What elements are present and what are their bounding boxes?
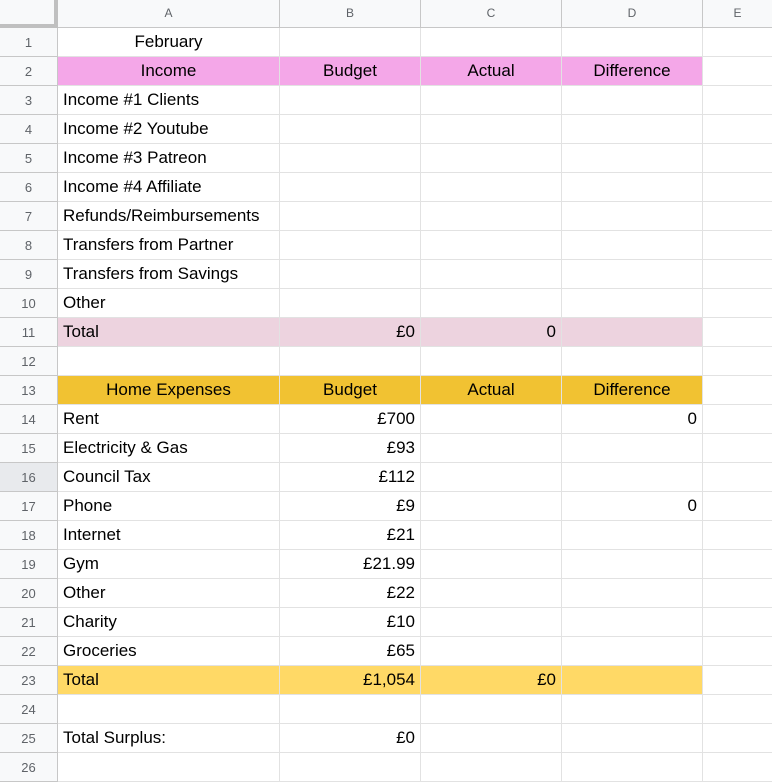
cell-a3[interactable] [58,86,280,115]
cell-value: £0 [396,322,415,341]
cell-b24[interactable] [280,695,421,724]
column-header-a[interactable]: A [58,0,280,28]
column-header-e[interactable]: E [703,0,772,28]
cell-value: Budget [323,61,377,80]
cell-c19[interactable] [421,550,562,579]
cell-value: Difference [593,380,671,399]
cell-value: £10 [386,612,415,631]
cell-a26[interactable] [58,753,280,782]
cell-e18[interactable] [703,521,772,550]
cell-a23[interactable] [58,666,280,695]
row-header-24[interactable]: 24 [0,695,58,724]
cell-value: Electricity & Gas [63,438,188,457]
cell-e25[interactable] [703,724,772,753]
cell-e26[interactable] [703,753,772,782]
cell-value: 0 [546,322,556,341]
cell-d22[interactable] [562,637,703,666]
cell-b14[interactable] [280,405,421,434]
cell-c16[interactable] [421,463,562,492]
cell-c11[interactable] [421,318,562,347]
cell-e9[interactable] [703,260,772,289]
cell-value: £700 [377,409,415,428]
row-header-16[interactable]: 16 [0,463,58,492]
row-header-18[interactable]: 18 [0,521,58,550]
cell-e8[interactable] [703,231,772,260]
cell-e13[interactable] [703,376,772,405]
cell-b18[interactable] [280,521,421,550]
cell-a14[interactable] [58,405,280,434]
select-all-corner[interactable] [0,0,58,28]
cell-a8[interactable] [58,231,280,260]
cell-c14[interactable] [421,405,562,434]
cell-d10[interactable] [562,289,703,318]
cell-value: £9 [396,496,415,515]
cell-d9[interactable] [562,260,703,289]
cell-value: Other [63,293,106,312]
cell-b22[interactable] [280,637,421,666]
cell-d26[interactable] [562,753,703,782]
cell-b16[interactable] [280,463,421,492]
cell-c4[interactable] [421,115,562,144]
cell-value: Other [63,583,106,602]
cell-a24[interactable] [58,695,280,724]
cell-value: Income #3 Patreon [63,148,207,167]
cell-a25[interactable] [58,724,280,753]
cell-value: Total Surplus: [63,728,166,747]
cell-e21[interactable] [703,608,772,637]
cell-b26[interactable] [280,753,421,782]
cell-d24[interactable] [562,695,703,724]
cell-value: Gym [63,554,99,573]
cell-c8[interactable] [421,231,562,260]
row-header-21[interactable]: 21 [0,608,58,637]
cell-d25[interactable] [562,724,703,753]
cell-d12[interactable] [562,347,703,376]
cell-d13[interactable] [562,376,703,405]
cell-e16[interactable] [703,463,772,492]
cell-value: 0 [687,409,697,428]
cell-a22[interactable] [58,637,280,666]
cell-d19[interactable] [562,550,703,579]
cell-a1[interactable] [58,28,280,57]
cell-value: Groceries [63,641,137,660]
row-header-23[interactable]: 23 [0,666,58,695]
cell-d5[interactable] [562,144,703,173]
cell-a21[interactable] [58,608,280,637]
cell-d3[interactable] [562,86,703,115]
cell-d6[interactable] [562,173,703,202]
cell-d4[interactable] [562,115,703,144]
cell-value: £0 [396,728,415,747]
row-header-12[interactable]: 12 [0,347,58,376]
cell-a20[interactable] [58,579,280,608]
cell-value: Actual [467,380,515,399]
cell-d15[interactable] [562,434,703,463]
cell-value: Charity [63,612,117,631]
row-header-2[interactable]: 2 [0,57,58,86]
cell-d17[interactable] [562,492,703,521]
cell-value: £1,054 [363,670,415,689]
cell-c9[interactable] [421,260,562,289]
cell-d8[interactable] [562,231,703,260]
cell-value: Internet [63,525,121,544]
cell-a11[interactable] [58,318,280,347]
cell-b17[interactable] [280,492,421,521]
cell-a16[interactable] [58,463,280,492]
cell-a17[interactable] [58,492,280,521]
row-header-25[interactable]: 25 [0,724,58,753]
cell-e15[interactable] [703,434,772,463]
row-header-9[interactable]: 9 [0,260,58,289]
column-header-c[interactable]: C [421,0,562,28]
row-header-5[interactable]: 5 [0,144,58,173]
cell-c3[interactable] [421,86,562,115]
cell-b2[interactable] [280,57,421,86]
row-header-8[interactable]: 8 [0,231,58,260]
cell-value: Income #1 Clients [63,90,200,109]
cell-e14[interactable] [703,405,772,434]
cell-c26[interactable] [421,753,562,782]
cell-e23[interactable] [703,666,772,695]
cell-b20[interactable] [280,579,421,608]
cell-b9[interactable] [280,260,421,289]
cell-c12[interactable] [421,347,562,376]
cell-c23[interactable] [421,666,562,695]
cell-d20[interactable] [562,579,703,608]
row-header-20[interactable]: 20 [0,579,58,608]
row-header-4[interactable]: 4 [0,115,58,144]
cell-value: 0 [687,496,697,515]
cell-value: £21 [386,525,415,544]
cell-b4[interactable] [280,115,421,144]
cell-e22[interactable] [703,637,772,666]
cell-c6[interactable] [421,173,562,202]
cell-a15[interactable] [58,434,280,463]
row-header-22[interactable]: 22 [0,637,58,666]
row-header-10[interactable]: 10 [0,289,58,318]
cell-c15[interactable] [421,434,562,463]
cell-a6[interactable] [58,173,280,202]
cell-e24[interactable] [703,695,772,724]
cell-a13[interactable] [58,376,280,405]
cell-value: Home Expenses [106,380,231,399]
cell-value: £65 [386,641,415,660]
column-header-b[interactable]: B [280,0,421,28]
cell-d7[interactable] [562,202,703,231]
cell-e20[interactable] [703,579,772,608]
row-header-3[interactable]: 3 [0,86,58,115]
cell-value: £0 [537,670,556,689]
cell-c24[interactable] [421,695,562,724]
cell-value: Income [140,61,197,80]
row-header-15[interactable]: 15 [0,434,58,463]
cell-e17[interactable] [703,492,772,521]
cell-value: Rent [63,409,99,428]
cell-a18[interactable] [58,521,280,550]
row-header-17[interactable]: 17 [0,492,58,521]
cell-c17[interactable] [421,492,562,521]
cell-value: Total [63,670,99,689]
cell-e6[interactable] [703,173,772,202]
cell-value: Actual [467,61,515,80]
cell-value: Transfers from Savings [63,264,239,283]
cell-c1[interactable] [421,28,562,57]
cell-e11[interactable] [703,318,772,347]
cell-b7[interactable] [280,202,421,231]
cell-a7[interactable] [58,202,280,231]
column-header-d[interactable]: D [562,0,703,28]
cell-d2[interactable] [562,57,703,86]
cell-c18[interactable] [421,521,562,550]
cell-value: £112 [378,467,415,486]
cell-value: £22 [386,583,415,602]
cell-d16[interactable] [562,463,703,492]
row-header-1[interactable]: 1 [0,28,58,57]
cell-b25[interactable] [280,724,421,753]
cell-e3[interactable] [703,86,772,115]
cell-a4[interactable] [58,115,280,144]
cell-c5[interactable] [421,144,562,173]
cell-b8[interactable] [280,231,421,260]
cell-a2[interactable] [58,57,280,86]
cell-a10[interactable] [58,289,280,318]
cell-b11[interactable] [280,318,421,347]
cell-c22[interactable] [421,637,562,666]
cell-a9[interactable] [58,260,280,289]
cell-d21[interactable] [562,608,703,637]
cell-e2[interactable] [703,57,772,86]
row-header-14[interactable]: 14 [0,405,58,434]
cell-b6[interactable] [280,173,421,202]
row-header-19[interactable]: 19 [0,550,58,579]
cell-value: Income #2 Youtube [63,119,209,138]
cell-b13[interactable] [280,376,421,405]
cell-value: £21.99 [363,554,415,573]
cell-value: Phone [63,496,113,515]
cell-b21[interactable] [280,608,421,637]
cell-e1[interactable] [703,28,772,57]
cell-d11[interactable] [562,318,703,347]
cell-b1[interactable] [280,28,421,57]
cell-a5[interactable] [58,144,280,173]
cell-e10[interactable] [703,289,772,318]
cell-d23[interactable] [562,666,703,695]
cell-value: Difference [593,61,671,80]
cell-b19[interactable] [280,550,421,579]
cell-b23[interactable] [280,666,421,695]
cell-value: Transfers from Partner [63,235,234,254]
cell-b3[interactable] [280,86,421,115]
cell-e5[interactable] [703,144,772,173]
cell-b10[interactable] [280,289,421,318]
cell-value: February [134,32,203,51]
cell-e19[interactable] [703,550,772,579]
cell-d14[interactable] [562,405,703,434]
cell-e12[interactable] [703,347,772,376]
cell-a19[interactable] [58,550,280,579]
cell-value: Income #4 Affiliate [63,177,202,196]
cell-a12[interactable] [58,347,280,376]
row-header-11[interactable]: 11 [0,318,58,347]
cell-c7[interactable] [421,202,562,231]
row-header-7[interactable]: 7 [0,202,58,231]
cell-e4[interactable] [703,115,772,144]
cell-e7[interactable] [703,202,772,231]
cell-b15[interactable] [280,434,421,463]
cell-c10[interactable] [421,289,562,318]
cell-b5[interactable] [280,144,421,173]
cell-d18[interactable] [562,521,703,550]
cell-c25[interactable] [421,724,562,753]
cell-c13[interactable] [421,376,562,405]
cell-value: Total [63,322,99,341]
cell-c2[interactable] [421,57,562,86]
cell-value: Refunds/Reimbursements [63,206,260,225]
cell-value: £93 [386,438,415,457]
cell-c20[interactable] [421,579,562,608]
row-header-13[interactable]: 13 [0,376,58,405]
cell-d1[interactable] [562,28,703,57]
row-header-26[interactable]: 26 [0,753,58,782]
cell-b12[interactable] [280,347,421,376]
cell-value: Council Tax [63,467,151,486]
cell-c21[interactable] [421,608,562,637]
row-header-6[interactable]: 6 [0,173,58,202]
cell-value: Budget [323,380,377,399]
